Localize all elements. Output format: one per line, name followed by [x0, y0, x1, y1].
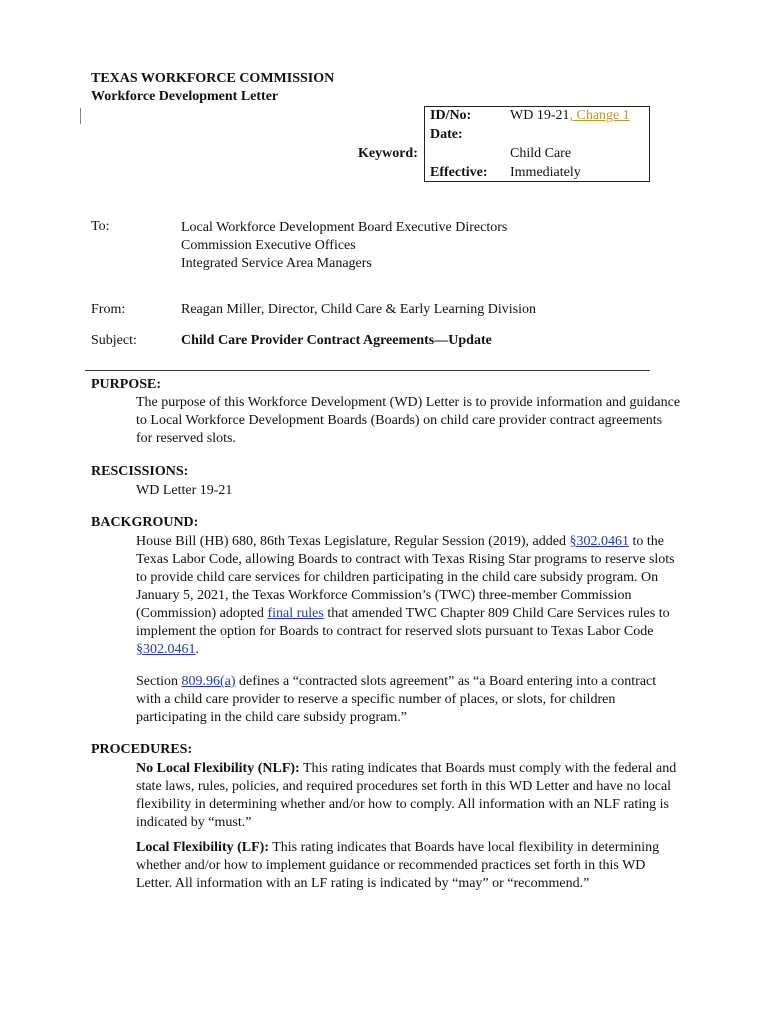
- background-paragraph-2: [136, 673, 681, 727]
- text: .: [195, 642, 199, 657]
- letter-type: Workforce Development Letter: [91, 89, 279, 104]
- text: defines a “contracted slots agreement” as “a Board entering into a contract with a child care provider to reserve a specific number of places, or slots, for children participating in the child care subsidy program.”: [136, 674, 657, 725]
- nlf-text: This rating indicates that Boards must comply with the federal and state laws, rules, policies, and required procedures set forth in this WD Letter and have no local flexibility in determining whether and/or how to comply. All information with an NLF rating is indicated by “must.”: [136, 761, 677, 830]
- final-rules-link[interactable]: final rules: [267, 606, 324, 621]
- text: House Bill (HB) 680, 86th Texas Legislature, Regular Session (2019), added: [136, 534, 570, 549]
- to-recipients: [181, 219, 507, 273]
- from-value: Reagan Miller, Director, Child Care & Early Learning Division: [181, 302, 537, 317]
- recipient-line: Local Workforce Development Board Executive Directors: [181, 220, 508, 235]
- statute-link[interactable]: §302.0461: [136, 642, 196, 657]
- recipient-line: Integrated Service Area Managers: [181, 256, 372, 271]
- text: to the Texas Labor Code, allowing Boards to contract with Texas Rising Star programs to reserve slots to provide child care services for children participating in the child care subsidy program. On January 5, 2021, the Texas Workforce Commission’s (TWC) three-member Commission (Commission) adopted: [136, 534, 675, 621]
- id-change-link[interactable]: , Change 1: [569, 108, 630, 123]
- lf-paragraph: [136, 839, 681, 893]
- purpose-title: PURPOSE:: [91, 377, 161, 392]
- background-title: BACKGROUND:: [91, 515, 199, 530]
- date-label: Date:: [430, 127, 463, 142]
- id-value: [504, 106, 642, 125]
- effective-value: Immediately: [510, 165, 581, 180]
- subject-value: Child Care Provider Contract Agreements—Update: [181, 333, 492, 348]
- rescissions-body: WD Letter 19-21: [136, 483, 233, 498]
- purpose-body: The purpose of this Workforce Development (WD) Letter is to provide information and guidance to Local Workforce Development Boards (Boards) on child care provider contract agreements for reserved slots.: [136, 395, 681, 446]
- text: Section: [136, 674, 182, 689]
- to-label: To:: [91, 219, 110, 234]
- keyword-label: Keyword:: [358, 146, 418, 161]
- nlf-label: No Local Flexibility (NLF):: [136, 761, 300, 776]
- org-name: TEXAS WORKFORCE COMMISSION: [91, 71, 335, 86]
- from-label: From:: [91, 302, 126, 317]
- id-label: ID/No:: [430, 108, 472, 123]
- lf-text: This rating indicates that Boards have local flexibility in determining whether and/or how to implement guidance or recommended practices set forth in this WD Letter. All information with an LF rating is indicated by “may” or “recommend.”: [136, 840, 660, 891]
- effective-label: Effective:: [430, 165, 488, 180]
- background-paragraph-1: [136, 533, 681, 659]
- keyword-value: Child Care: [510, 146, 572, 161]
- section-809-96a-link[interactable]: 809.96(a): [181, 674, 236, 689]
- subject-label: Subject:: [91, 333, 137, 348]
- date-value: [504, 125, 642, 144]
- text: that amended TWC Chapter 809 Child Care Services rules to implement the option for Boards to contract for reserved slots pursuant to Texas Labor Code: [136, 606, 670, 639]
- id-number: WD 19-21: [510, 108, 570, 123]
- keyword-label-cell: [424, 144, 504, 163]
- letter-metadata-table: [424, 106, 642, 182]
- statute-link[interactable]: §302.0461: [569, 534, 629, 549]
- text-cursor-mark: [80, 108, 81, 124]
- nlf-paragraph: [136, 760, 681, 832]
- letterhead: [91, 70, 334, 106]
- rescissions-title: RESCISSIONS:: [91, 464, 189, 479]
- procedures-title: PROCEDURES:: [91, 742, 193, 757]
- lf-label: Local Flexibility (LF):: [136, 840, 269, 855]
- header-divider: [85, 370, 650, 371]
- recipient-line: Commission Executive Offices: [181, 238, 356, 253]
